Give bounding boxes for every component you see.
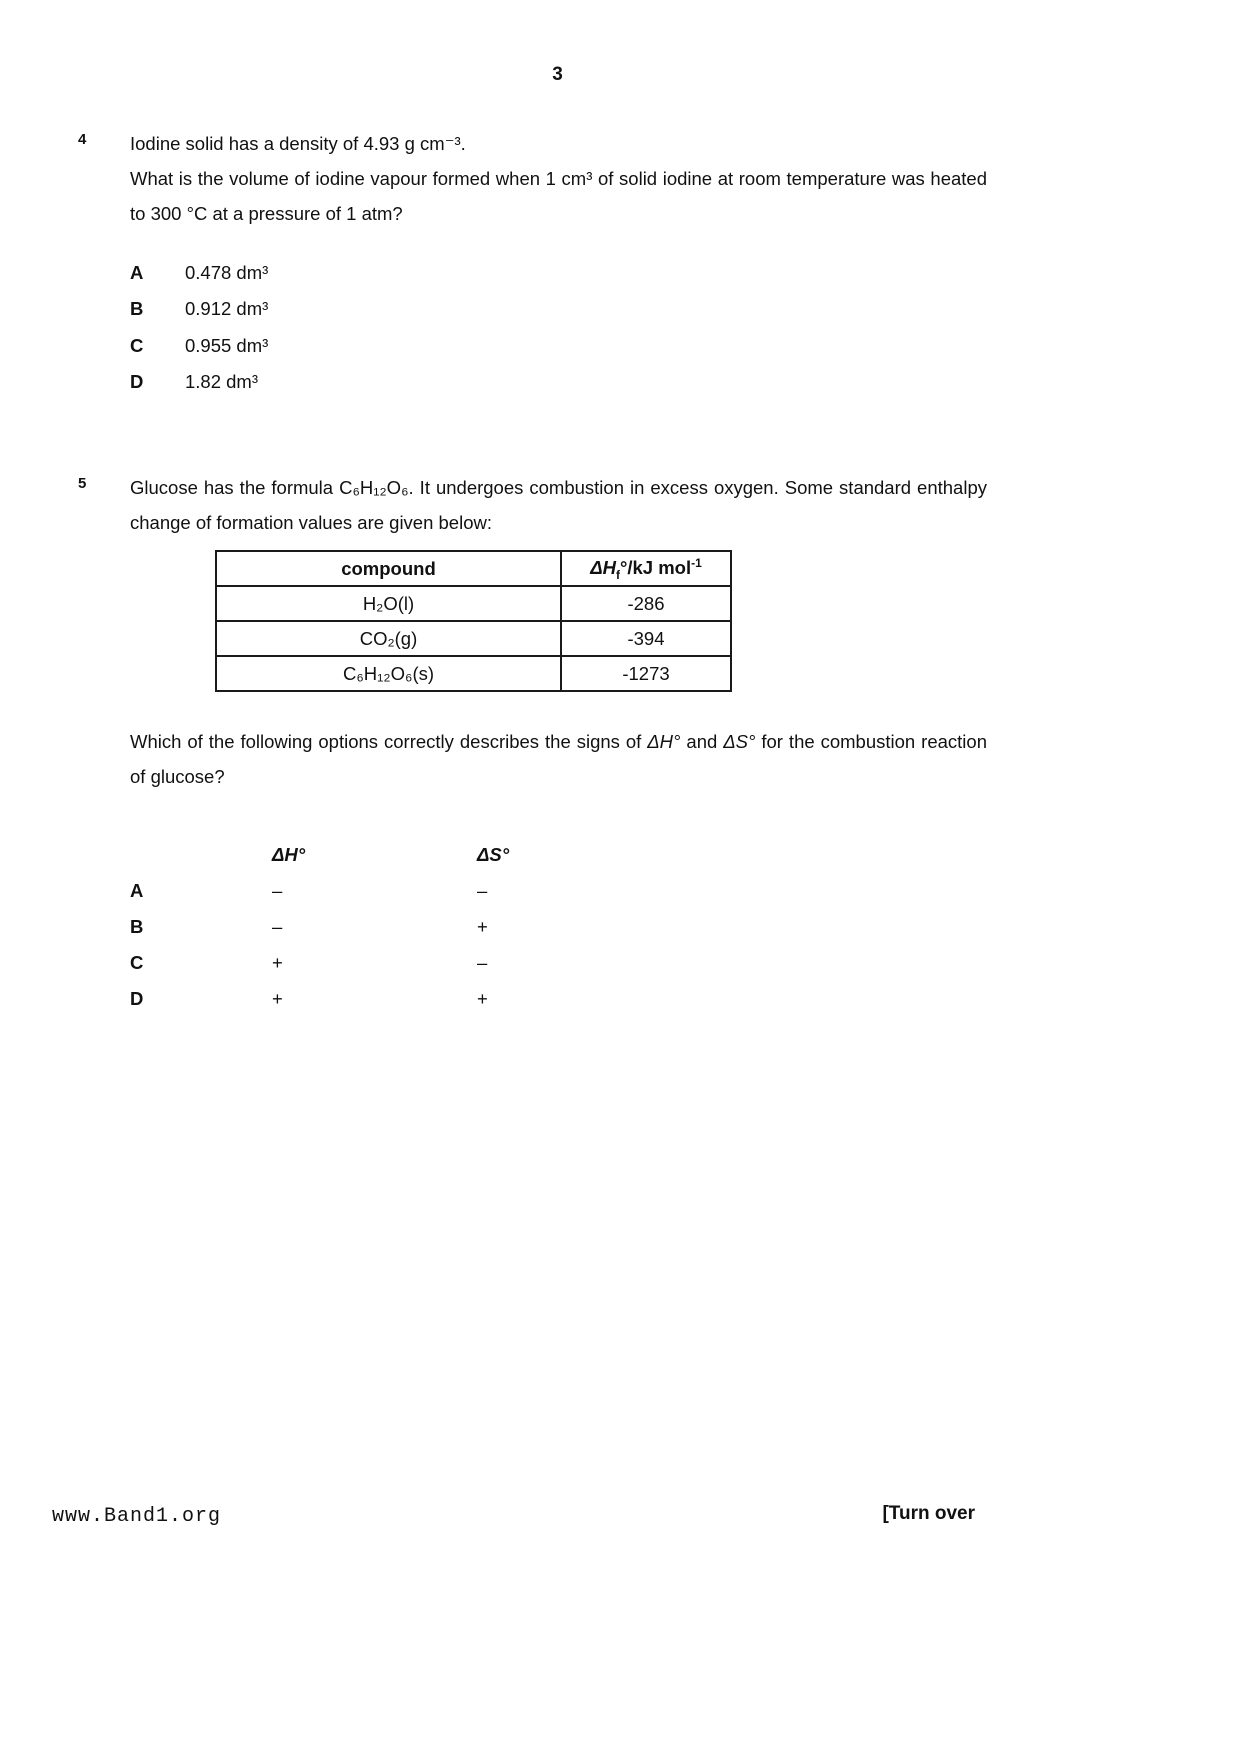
value-cell: -1273 (561, 656, 731, 691)
header-enthalpy: $\Delta H_f^\circ/kJ$ mol$^{-1}$ (561, 551, 731, 586)
sign-dh: + (272, 951, 283, 973)
option-value: 1.82 dm³ (185, 370, 259, 392)
question-4-line1: Iodine solid has a density of 4.93 g cm⁻³. (130, 133, 466, 154)
sign-ds: – (477, 879, 488, 901)
turn-over-label: [Turn over (882, 1503, 975, 1524)
compound-cell: C₆H₁₂O₆(s) (216, 656, 561, 691)
sign-header-dh: ΔH° (272, 843, 306, 865)
option-letter: B (130, 298, 144, 320)
page-number: 3 (552, 64, 563, 85)
sign-dh: – (272, 879, 283, 901)
sign-dh: + (272, 987, 283, 1009)
option-letter: C (130, 951, 144, 973)
sign-header-ds: ΔS° (477, 843, 510, 865)
question-4-options (130, 255, 987, 399)
option-c (130, 328, 987, 364)
option-value: 0.912 dm³ (185, 298, 269, 320)
glucose-formula: C₆H₁₂O₆ (339, 477, 409, 498)
delta-h-symbol: ΔH° (647, 731, 681, 753)
question-5-intro: Glucose has the formula C₆H₁₂O₆. It undergoes combustion in excess oxygen. Some standard enthalpy change of formation values are given below: (130, 477, 987, 534)
option-letter: A (130, 262, 144, 284)
compound-cell: CO₂(g) (216, 621, 561, 656)
sign-dh: – (272, 915, 283, 937)
header-compound: compound (216, 551, 561, 586)
option-value: 0.478 dm³ (185, 262, 269, 284)
option-letter: D (130, 370, 144, 392)
question-4-number: 4 (78, 131, 87, 148)
question-5 (78, 470, 987, 1017)
question-5-number: 5 (78, 475, 87, 492)
footer-website: www.Band1.org (52, 1505, 222, 1528)
question-4-body: What is the volume of iodine vapour formed when 1 cm³ of solid iodine at room temperature was heated to 300 °C at a pressure of 1 atm? (130, 168, 987, 225)
option-letter: D (130, 987, 144, 1009)
option-d (130, 364, 987, 400)
sign-option-c (130, 945, 987, 981)
table-row (216, 621, 731, 656)
value-cell: -286 (561, 586, 731, 621)
sign-option-a (130, 873, 987, 909)
option-letter: A (130, 879, 144, 901)
enthalpy-table (215, 550, 732, 692)
compound-cell: H₂O(l) (216, 586, 561, 621)
option-b (130, 291, 987, 327)
option-letter: C (130, 334, 144, 356)
table-row (216, 586, 731, 621)
option-letter: B (130, 915, 144, 937)
table-row (216, 656, 731, 691)
question-4 (78, 126, 987, 400)
option-value: 0.955 dm³ (185, 334, 269, 356)
sign-ds: – (477, 951, 488, 973)
sign-option-b (130, 909, 987, 945)
sign-header-row (130, 837, 987, 873)
sign-ds: + (477, 987, 488, 1009)
table-header-row (216, 551, 731, 586)
sign-option-d (130, 981, 987, 1017)
question-5-body: Which of the following options correctly describes the signs of ΔH° and ΔS° for the combustion reaction of glucose? (130, 731, 987, 788)
delta-s-symbol: ΔS° (723, 731, 756, 753)
value-cell: -394 (561, 621, 731, 656)
sign-ds: + (477, 915, 488, 937)
sign-options-table (130, 837, 987, 1017)
option-a (130, 255, 987, 291)
